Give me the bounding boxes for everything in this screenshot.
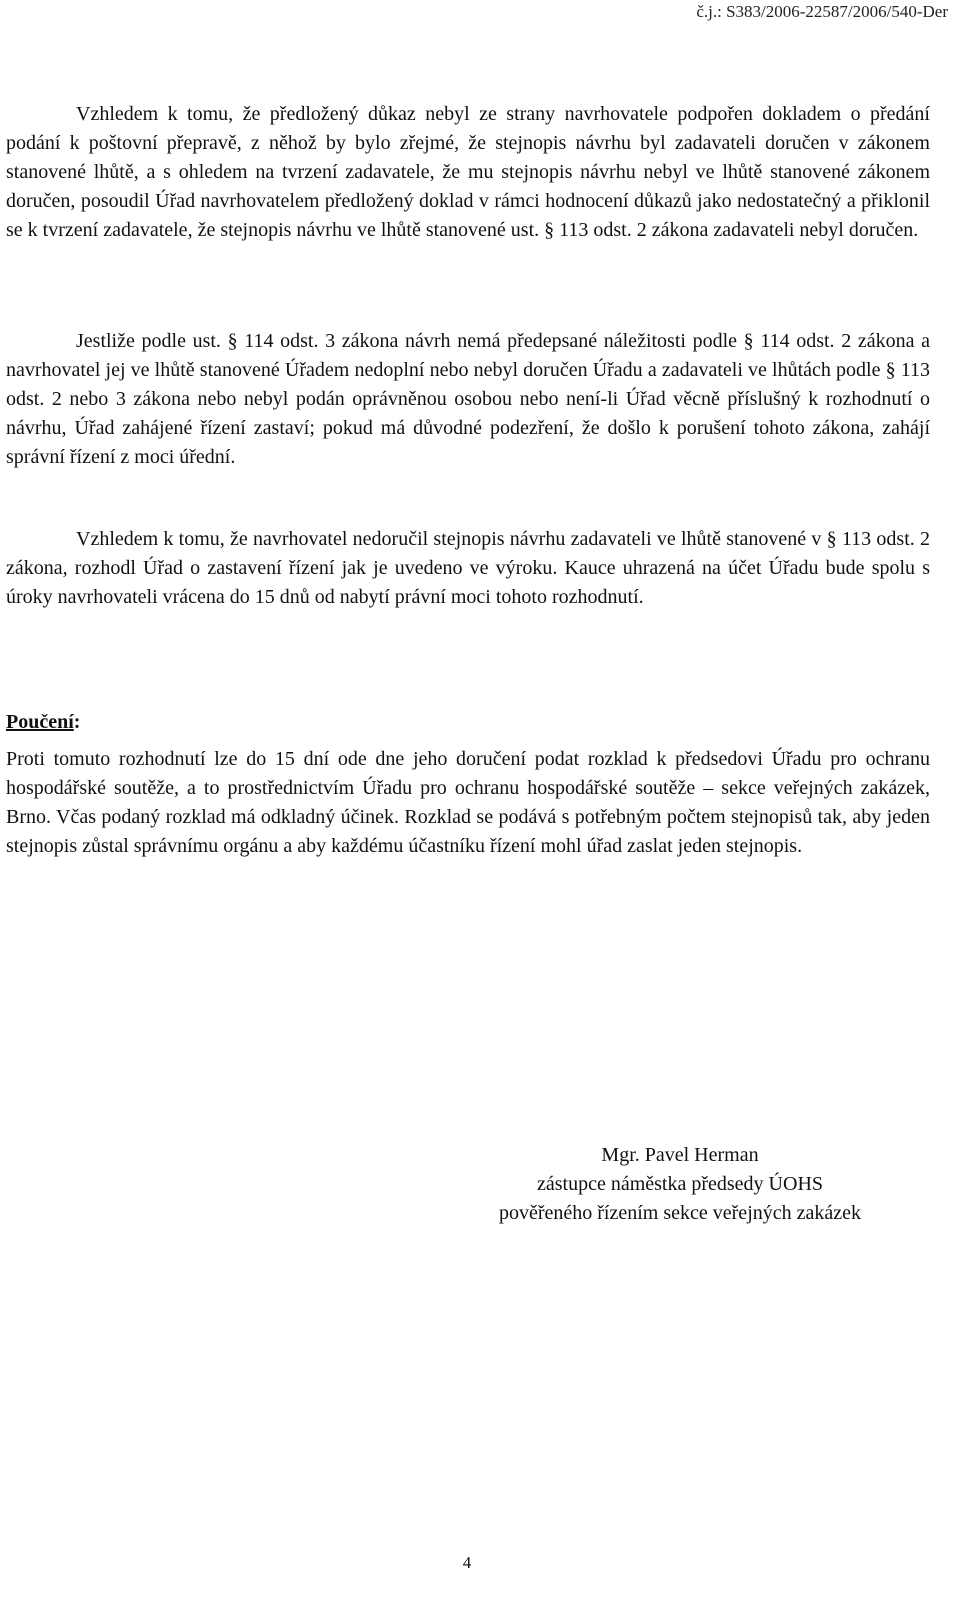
paragraph-reasoning-2: [6, 327, 930, 472]
signatory-title-line-2: pověřeného řízením sekce veřejných zakázek: [498, 1202, 862, 1224]
paragraph-reasoning-3: [6, 525, 930, 612]
paragraph-text: Proti tomuto rozhodnutí lze do 15 dní ode dne jeho doručení podat rozklad k předsedovi Úřadu pro ochranu hospodářské soutěže, a to prostřednictvím Úřadu pro ochranu hospodářské soutěže – sekce veřejných zakázek, Brno. Včas podaný rozklad má odkladný účinek. Rozklad se podává s potřebným počtem stejnopisů tak, aby jeden stejnopis zůstal správnímu orgánu a aby každému účastníku řízení mohl úřad zaslat jeden stejnopis.: [6, 748, 930, 857]
paragraph-text: Vzhledem k tomu, že předložený důkaz nebyl ze strany navrhovatele podpořen dokladem o předání podání k poštovní přepravě, z něhož by bylo zřejmé, že stejnopis návrhu byl zadavateli doručen v zákonem stanovené lhůtě, a s ohledem na tvrzení zadavatele, že mu stejnopis návrhu nebyl ve lhůtě stanovené zákonem doručen, posoudil Úřad navrhovatelem předložený doklad v rámci hodnocení důkazů jako nedostatečný a přiklonil se k tvrzení zadavatele, že stejnopis návrhu ve lhůtě stanovené ust. § 113 odst. 2 zákona zadavateli nebyl doručen.: [6, 103, 930, 241]
instruction-heading: [6, 708, 80, 737]
paragraph-text: Jestliže podle ust. § 114 odst. 3 zákona návrh nemá předepsané náležitosti podle § 114 odst. 2 zákona a navrhovatel jej ve lhůtě stanovené Úřadem nedoplní nebo nebyl doručen Úřadu a zadavateli ve lhůtách podle § 113 odst. 2 nebo 3 zákona nebo nebyl podán oprávněnou osobou nebo není-li Úřad věcně příslušný k rozhodnutí o návrhu, Úřad zahájené řízení zastaví; pokud má důvodné podezření, že došlo k porušení tohoto zákona, zahájí správní řízení z moci úřední.: [6, 330, 930, 468]
signatory-title-line-1: zástupce náměstka předsedy ÚOHS: [536, 1173, 824, 1195]
document-reference-number: č.j.: S383/2006-22587/2006/540-Der: [696, 2, 948, 21]
page-number: 4: [462, 1553, 472, 1572]
paragraph-text: Vzhledem k tomu, že navrhovatel nedoručil stejnopis návrhu zadavateli ve lhůtě stanovené v § 113 odst. 2 zákona, rozhodl Úřad o zastavení řízení jak je uvedeno ve výroku. Kauce uhrazená na účet Úřadu bude spolu s úroky navrhovateli vrácena do 15 dnů od nabytí právní moci tohoto rozhodnutí.: [6, 528, 930, 608]
signatory-name: Mgr. Pavel Herman: [601, 1144, 759, 1166]
signature-block: [470, 1141, 890, 1228]
instruction-heading-text: Poučení: [6, 711, 74, 733]
paragraph-appeal-instructions: [6, 745, 930, 861]
instruction-heading-colon: :: [73, 711, 81, 733]
paragraph-reasoning-1: [6, 100, 930, 245]
